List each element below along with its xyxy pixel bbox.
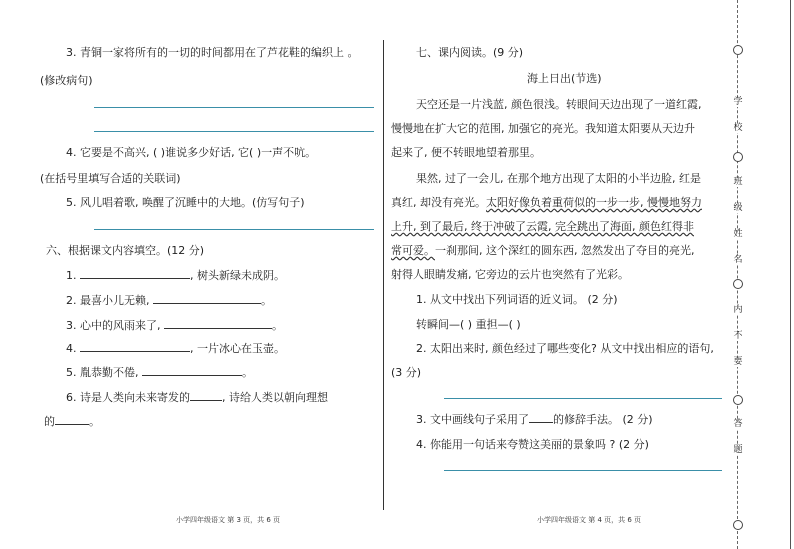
section-6-title: 六、根据课文内容填空。(12 分): [46, 244, 205, 257]
binding-char: 学: [733, 97, 743, 107]
blank[interactable]: [190, 389, 222, 401]
passage-line: 常可爱。一刹那间, 这个深红的圆东西, 忽然发出了夺目的亮光,: [391, 244, 695, 257]
answer-line[interactable]: [94, 107, 374, 108]
underlined-sentence: 太阳好像负着重荷似的一步一步, 慢慢地努力: [486, 196, 702, 209]
fill-4: 4. , 一片冰心在玉壶。: [66, 342, 285, 355]
passage-title: 海上日出(节选): [527, 72, 602, 85]
passage-line: 慢慢地在扩大它的范围, 加强它的亮光。我知道太阳要从天边升: [391, 122, 695, 135]
blank[interactable]: [55, 413, 89, 425]
left-q3: 3. 青铜一家将所有的一切的时间都用在了芦花鞋的编织上 。: [66, 46, 359, 59]
column-divider: [383, 40, 384, 510]
passage-line: 射得人眼睛发痛, 它旁边的云片也突然有了光彩。: [391, 268, 629, 281]
right-q1: 1. 从文中找出下列词语的近义词。 (2 分): [416, 293, 618, 306]
binding-hole-icon: [733, 279, 743, 289]
binding-char: 要: [733, 357, 743, 367]
answer-line[interactable]: [94, 229, 374, 230]
right-q4: 4. 你能用一句话来夸赞这美丽的景象吗 ? (2 分): [416, 438, 649, 451]
underlined-sentence: 上升, 到了最后, 终于冲破了云霞, 完全跳出了海面, 颜色红得非: [391, 220, 694, 233]
binding-strip: [731, 0, 745, 549]
section-7-title: 七、课内阅读。(9 分): [416, 46, 524, 59]
blank[interactable]: [142, 364, 242, 376]
blank[interactable]: [153, 292, 261, 304]
answer-line[interactable]: [444, 398, 722, 399]
binding-char: 名: [733, 255, 743, 265]
left-q5: 5. 风儿唱着歌, 唤醒了沉睡中的大地。(仿写句子): [66, 196, 305, 209]
binding-char: 级: [733, 203, 743, 213]
binding-hole-icon: [733, 395, 743, 405]
passage-line: [391, 218, 694, 234]
left-q3-note: (修改病句): [40, 74, 93, 87]
binding-hole-icon: [733, 152, 743, 162]
fill-1: 1. , 树头新绿未成阴。: [66, 269, 285, 282]
binding-char: 内: [733, 305, 743, 315]
passage-line: 起来了, 便不转眼地望着那里。: [391, 146, 541, 159]
binding-hole-icon: [733, 45, 743, 55]
passage-line: 天空还是一片浅蓝, 颜色很浅。转眼间天边出现了一道红霞,: [416, 98, 702, 111]
binding-char: 校: [733, 123, 743, 133]
right-q3: 3. 文中画线句子采用了 的修辞手法。 (2 分): [416, 413, 653, 426]
answer-line[interactable]: [444, 470, 722, 471]
binding-hole-icon: [733, 520, 743, 530]
binding-char: 班: [733, 177, 743, 187]
binding-char: 不: [733, 331, 743, 341]
left-q4-note: (在括号里填写合适的关联词): [40, 172, 181, 185]
binding-char: 题: [733, 445, 743, 455]
blank[interactable]: [529, 411, 553, 423]
binding-char: 答: [733, 419, 743, 429]
page-edge: [790, 0, 791, 549]
answer-line[interactable]: [94, 131, 374, 132]
page-footer-right: 小学四年级语文 第 4 页，共 6 页: [537, 516, 642, 524]
passage-line: 真红, 却没有亮光。太阳好像负着重荷似的一步一步, 慢慢地努力: [391, 196, 702, 209]
blank[interactable]: [80, 340, 190, 352]
left-q4: 4. 它要是不高兴, ( )谁说多少好话, 它( )一声不吭。: [66, 146, 317, 159]
fill-6-cont: 的 。: [44, 415, 100, 428]
binding-char: 姓: [733, 229, 743, 239]
fill-5: 5. 胤恭勤不倦, 。: [66, 366, 253, 379]
blank[interactable]: [164, 317, 272, 329]
right-q2-score: (3 分): [391, 366, 422, 379]
page-footer-left: 小学四年级语文 第 3 页，共 6 页: [176, 516, 281, 524]
passage-line: 果然, 过了一会儿, 在那个地方出现了太阳的小半边脸, 红是: [416, 172, 701, 185]
right-q1-words: 转瞬间—( ) 重担—( ): [416, 318, 521, 331]
right-q2: 2. 太阳出来时, 颜色经过了哪些变化? 从文中找出相应的语句,: [416, 342, 714, 355]
underlined-sentence: 常可爱。: [391, 244, 435, 257]
fill-2: 2. 最喜小儿无赖, 。: [66, 294, 272, 307]
blank[interactable]: [80, 267, 190, 279]
fill-3: 3. 心中的风雨来了, 。: [66, 319, 283, 332]
fill-6: 6. 诗是人类向未来寄发的 , 诗给人类以朝向理想: [66, 391, 328, 404]
